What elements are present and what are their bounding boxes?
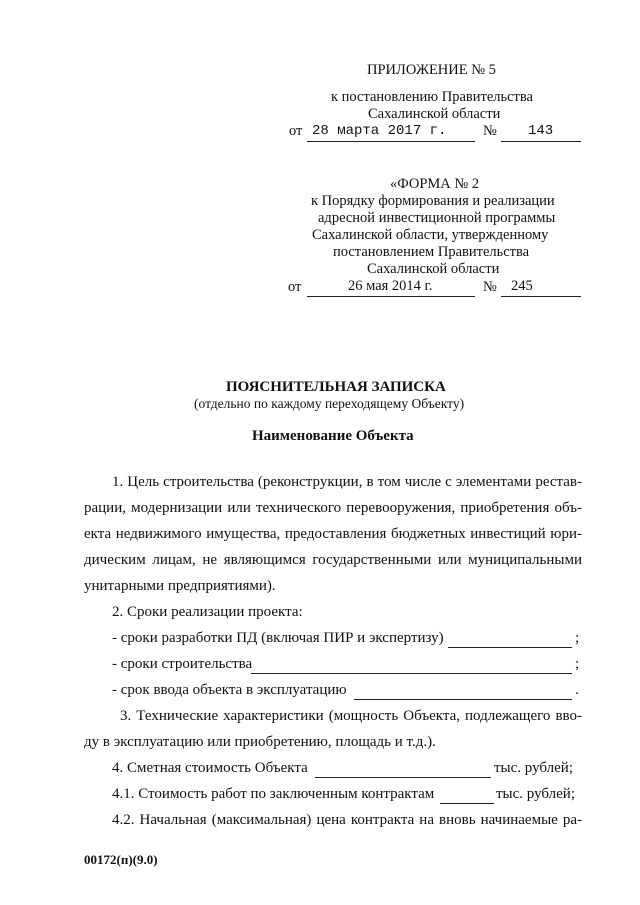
p4-label: 4. Сметная стоимость Объекта: [112, 760, 308, 776]
form-line-2: адресной инвестиционной программы: [318, 210, 556, 226]
form-date: 26 мая 2014 г.: [348, 278, 433, 294]
p4-unit: тыс. рублей;: [494, 760, 573, 776]
appendix-number-underline: [501, 141, 581, 142]
appendix-number-label: №: [483, 123, 497, 139]
p3-line-1: 3. Технические характеристики (мощность Объекта, подлежащего вво-: [120, 708, 582, 724]
form-title: «ФОРМА № 2: [390, 176, 480, 192]
p2b-field-line: [251, 673, 572, 674]
document-code: 00172(п)(9.0): [84, 852, 158, 867]
form-number: 245: [511, 278, 533, 294]
appendix-title: ПРИЛОЖЕНИЕ № 5: [367, 62, 496, 78]
p41-label: 4.1. Стоимость работ по заключенным контрактам: [112, 786, 435, 802]
p41-unit: тыс. рублей;: [496, 786, 575, 802]
note-subtitle: (отдельно по каждому переходящему Объекту): [194, 396, 465, 411]
p2b-label: - сроки строительства: [112, 656, 253, 672]
object-name-heading: Наименование Объекта: [252, 428, 414, 444]
p2c-field-line: [354, 699, 572, 700]
form-number-label: №: [483, 279, 497, 295]
appendix-from-label: от: [289, 123, 303, 139]
appendix-line-2: Сахалинской области: [368, 106, 501, 122]
p2a-end: ;: [575, 630, 580, 646]
form-line-3: Сахалинской области, утвержденному: [312, 227, 549, 243]
p2c-label: - срок ввода объекта в эксплуатацию: [112, 682, 347, 698]
form-date-underline: [307, 296, 475, 297]
p2a-field-line: [448, 647, 572, 648]
appendix-number: 143: [528, 123, 554, 139]
note-title: ПОЯСНИТЕЛЬНАЯ ЗАПИСКА: [226, 379, 446, 395]
appendix-date-underline: [307, 141, 475, 142]
form-line-1: к Порядку формирования и реализации: [311, 193, 555, 209]
p1-line-3: екта недвижимого имущества, предоставления бюджетных инвестиций юри-: [84, 526, 582, 542]
p1-line-4: дическим лицам, не являющимся государственными или муниципальными: [84, 552, 582, 568]
form-from-label: от: [288, 279, 302, 295]
p1-line-2: рации, модернизации или технического перевооружения, приобретения объ-: [84, 500, 582, 516]
p41-field-line: [440, 803, 494, 804]
p2-heading: 2. Сроки реализации проекта:: [112, 604, 303, 620]
p4-field-line: [315, 777, 491, 778]
appendix-date: 28 марта 2017 г.: [312, 123, 447, 139]
p42-line: 4.2. Начальная (максимальная) цена контракта на вновь начинаемые ра-: [112, 812, 582, 828]
p2c-end: .: [575, 682, 579, 698]
p2b-end: ;: [575, 656, 580, 672]
p2a-label: - сроки разработки ПД (включая ПИР и экспертизу): [112, 630, 444, 646]
form-line-4: постановлением Правительства: [333, 244, 530, 260]
p1-line-1: 1. Цель строительства (реконструкции, в том числе с элементами рестав-: [112, 474, 582, 490]
form-line-5: Сахалинской области: [367, 261, 500, 277]
p1-line-5: унитарными предприятиями).: [84, 578, 276, 594]
form-number-underline: [501, 296, 581, 297]
appendix-line-1: к постановлению Правительства: [331, 89, 533, 105]
p3-line-2: ду в эксплуатацию или приобретению, площадь и т.д.).: [84, 734, 436, 750]
